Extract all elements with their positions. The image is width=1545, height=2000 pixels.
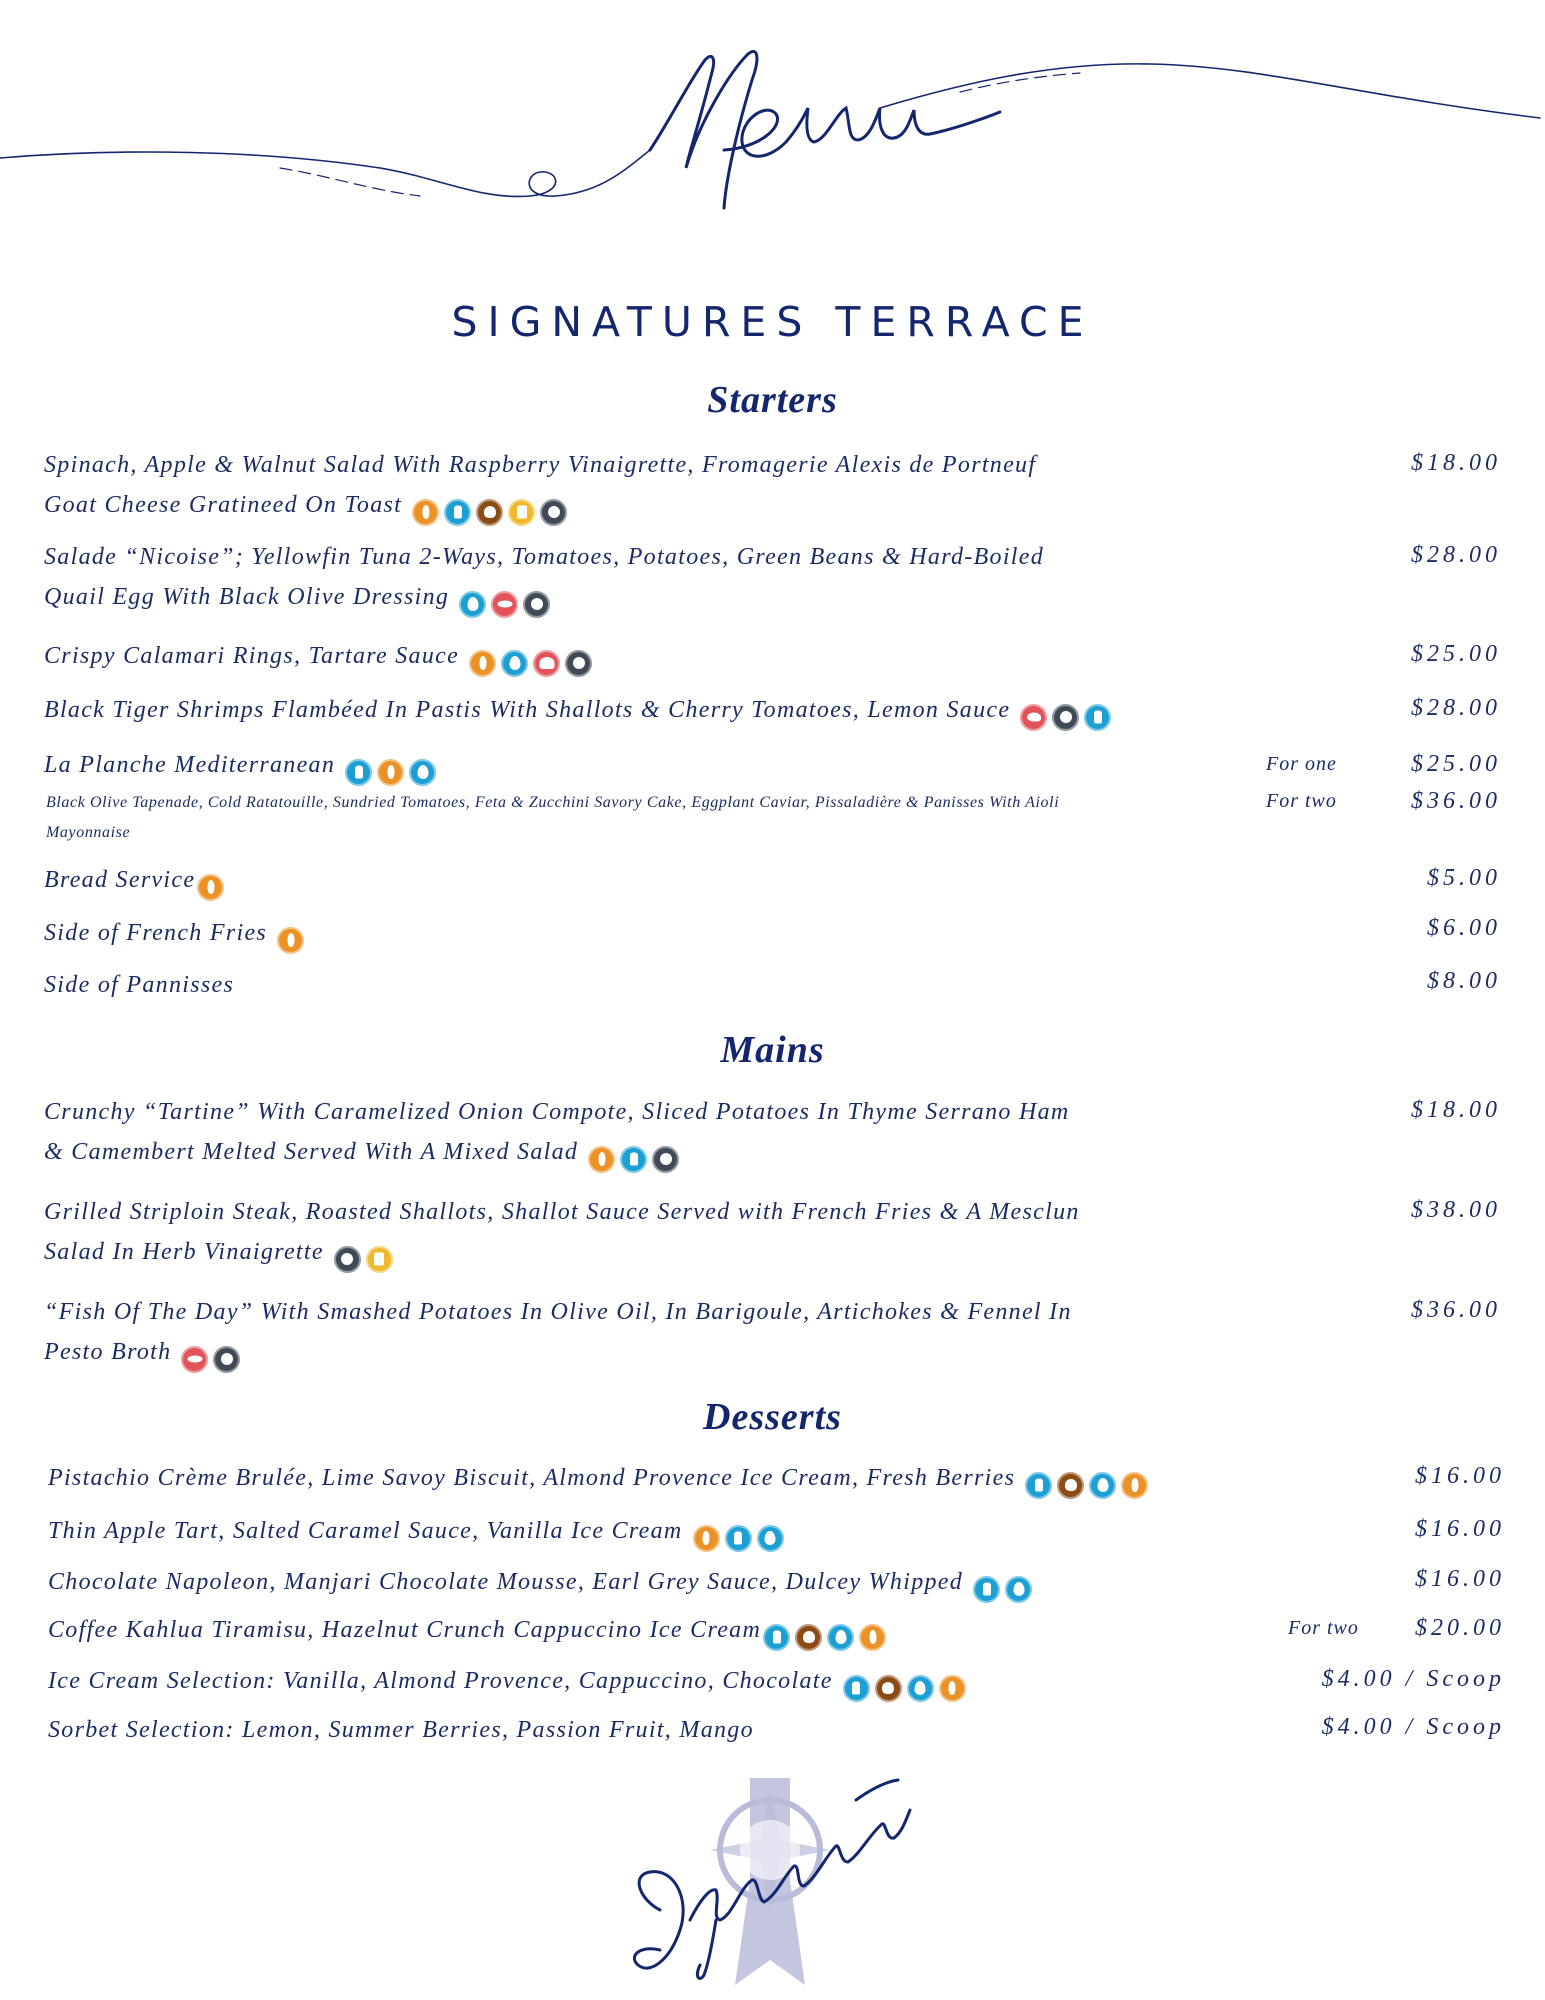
menu-item — [44, 913, 1194, 959]
menu-item — [44, 745, 1194, 791]
section-title-starters: Starters — [707, 379, 838, 421]
mustard-icon — [508, 499, 535, 526]
menu-item — [48, 1610, 1198, 1656]
allergen-icons — [197, 866, 229, 906]
menu-item — [44, 690, 1194, 736]
dairy-icon — [725, 1525, 752, 1552]
item-price: $18.00 — [1411, 1097, 1501, 1123]
sulphite-icon — [565, 650, 592, 677]
section-title-desserts: Desserts — [703, 1396, 842, 1438]
item-name: Coffee Kahlua Tiramisu, Hazelnut Crunch Cappuccino Ice Cream — [48, 1617, 762, 1643]
gluten-icon — [939, 1675, 966, 1702]
item-name: Quail Egg With Black Olive Dressing — [44, 584, 450, 610]
menu-item — [44, 860, 1194, 906]
item-name: & Camembert Melted Served With A Mixed Salad — [44, 1139, 579, 1165]
venue-title: SIGNATURES TERRACE — [451, 298, 1094, 346]
item-name: Pesto Broth — [44, 1339, 172, 1365]
nuts-icon — [476, 499, 503, 526]
item-name: La Planche Mediterranean — [44, 752, 336, 778]
gluten-icon — [859, 1624, 886, 1651]
nuts-icon — [795, 1624, 822, 1651]
gluten-icon — [377, 759, 404, 786]
menu-item — [48, 1562, 1198, 1608]
fish-icon — [491, 591, 518, 618]
portion-label: For one — [1266, 753, 1337, 775]
egg-icon — [757, 1525, 784, 1552]
item-name: Pistachio Crème Brulée, Lime Savoy Biscuit, Almond Provence Ice Cream, Fresh Berries — [48, 1465, 1016, 1491]
menu-item — [48, 1458, 1198, 1504]
mustard-icon — [366, 1246, 393, 1273]
item-price: $8.00 — [1427, 968, 1501, 994]
menu-header-art — [0, 0, 1545, 240]
item-price: $4.00 / Scoop — [1321, 1714, 1505, 1740]
egg-icon — [1089, 1472, 1116, 1499]
fish-icon — [181, 1346, 208, 1373]
item-price: $28.00 — [1411, 542, 1501, 568]
allergen-icons — [412, 491, 572, 531]
item-name: Bread Service — [44, 867, 196, 893]
allergen-icons — [1020, 696, 1116, 736]
dairy-icon — [444, 499, 471, 526]
sulphite-icon — [213, 1346, 240, 1373]
gluten-icon — [197, 874, 224, 901]
item-name: Thin Apple Tart, Salted Caramel Sauce, Vanilla Ice Cream — [48, 1518, 683, 1544]
item-name: Side of French Fries — [44, 920, 268, 946]
mollusc-icon — [533, 650, 560, 677]
section-title-mains: Mains — [720, 1029, 825, 1071]
item-price: $18.00 — [1411, 450, 1501, 476]
item-name: Grilled Striploin Steak, Roasted Shallots, Shallot Sauce Served with French Fries & A Mesclun — [44, 1199, 1080, 1225]
menu-item — [44, 636, 1194, 682]
sulphite-icon — [1052, 704, 1079, 731]
dairy-icon — [763, 1624, 790, 1651]
dairy-icon — [620, 1146, 647, 1173]
gluten-icon — [1121, 1472, 1148, 1499]
item-name: “Fish Of The Day” With Smashed Potatoes In Olive Oil, In Barigoule, Artichokes & Fennel In — [44, 1299, 1072, 1325]
item-price: $4.00 / Scoop — [1321, 1666, 1505, 1692]
item-description: Black Olive Tapenade, Cold Ratatouille, Sundried Tomatoes, Feta & Zucchini Savory Cake, Eggplant Caviar, Pissaladière & Panisses With Aioli Mayonnaise — [46, 794, 1060, 841]
allergen-icons — [588, 1138, 684, 1178]
nuts-icon — [875, 1675, 902, 1702]
dairy-icon — [843, 1675, 870, 1702]
menu-item — [48, 1710, 1198, 1750]
dairy-icon — [1025, 1472, 1052, 1499]
item-price: $25.00 — [1411, 641, 1501, 667]
item-price: $16.00 — [1415, 1516, 1505, 1542]
item-price: $36.00 — [1411, 788, 1501, 814]
allergen-icons — [973, 1568, 1037, 1608]
sulphite-icon — [523, 591, 550, 618]
allergen-icons — [345, 751, 441, 791]
egg-icon — [1005, 1576, 1032, 1603]
allergen-icons — [469, 642, 597, 682]
item-name: Salad In Herb Vinaigrette — [44, 1239, 324, 1265]
allergen-icons — [181, 1338, 245, 1378]
egg-icon — [907, 1675, 934, 1702]
egg-icon — [501, 650, 528, 677]
item-price: $28.00 — [1411, 695, 1501, 721]
item-name: Ice Cream Selection: Vanilla, Almond Provence, Cappuccino, Chocolate — [48, 1668, 833, 1694]
item-price: $38.00 — [1411, 1197, 1501, 1223]
menu-item — [44, 537, 1194, 623]
item-name: Spinach, Apple & Walnut Salad With Raspberry Vinaigrette, Fromagerie Alexis de Portneuf — [44, 452, 1037, 478]
allergen-icons — [843, 1667, 971, 1707]
egg-icon — [409, 759, 436, 786]
item-price: $16.00 — [1415, 1566, 1505, 1592]
gluten-icon — [588, 1146, 615, 1173]
item-price: $6.00 — [1427, 915, 1501, 941]
item-price: $5.00 — [1427, 865, 1501, 891]
nuts-icon — [1057, 1472, 1084, 1499]
header-swash-right — [880, 64, 1540, 118]
portion-label: For two — [1266, 790, 1337, 812]
sulphite-icon — [652, 1146, 679, 1173]
menu-item — [44, 965, 1194, 1005]
egg-icon — [827, 1624, 854, 1651]
portion-label: For two — [1288, 1617, 1359, 1639]
menu-script-enu — [724, 108, 1000, 156]
menu-item — [44, 1092, 1194, 1178]
signatures-logo — [620, 1760, 920, 1985]
item-name: Black Tiger Shrimps Flambéed In Pastis With Shallots & Cherry Tomatoes, Lemon Sauce — [44, 697, 1011, 723]
item-name: Goat Cheese Gratineed On Toast — [44, 492, 403, 518]
gluten-icon — [412, 499, 439, 526]
item-name: Salade “Nicoise”; Yellowfin Tuna 2-Ways, Tomatoes, Potatoes, Green Beans & Hard-Boiled — [44, 544, 1045, 570]
allergen-icons — [693, 1517, 789, 1557]
item-price: $20.00 — [1415, 1615, 1505, 1641]
gluten-icon — [693, 1525, 720, 1552]
gluten-icon — [277, 927, 304, 954]
allergen-icons — [334, 1238, 398, 1278]
item-name: Crispy Calamari Rings, Tartare Sauce — [44, 643, 460, 669]
allergen-icons — [1025, 1464, 1153, 1504]
item-name: Sorbet Selection: Lemon, Summer Berries, Passion Fruit, Mango — [48, 1717, 754, 1743]
item-name: Crunchy “Tartine” With Caramelized Onion Compote, Sliced Potatoes In Thyme Serrano Ham — [44, 1099, 1070, 1125]
item-price: $36.00 — [1411, 1297, 1501, 1323]
crustacean-icon — [1020, 704, 1047, 731]
menu-item — [48, 1661, 1198, 1707]
menu-item — [44, 1292, 1194, 1378]
menu-item — [48, 1511, 1198, 1557]
item-name: Chocolate Napoleon, Manjari Chocolate Mousse, Earl Grey Sauce, Dulcey Whipped — [48, 1569, 964, 1595]
item-name: Side of Pannisses — [44, 972, 235, 998]
dairy-icon — [345, 759, 372, 786]
menu-script-M — [650, 52, 757, 208]
sulphite-icon — [334, 1246, 361, 1273]
egg-icon — [459, 591, 486, 618]
item-price: $25.00 — [1411, 751, 1501, 777]
sulphite-icon — [540, 499, 567, 526]
allergen-icons — [763, 1616, 891, 1656]
dairy-icon — [973, 1576, 1000, 1603]
menu-item — [44, 445, 1194, 531]
allergen-icons — [459, 583, 555, 623]
item-price: $16.00 — [1415, 1463, 1505, 1489]
cordon-bleu-seal — [710, 1778, 830, 1985]
dairy-icon — [1084, 704, 1111, 731]
header-swash-left — [0, 150, 650, 196]
menu-item — [44, 1192, 1194, 1278]
allergen-icons — [277, 919, 309, 959]
gluten-icon — [469, 650, 496, 677]
